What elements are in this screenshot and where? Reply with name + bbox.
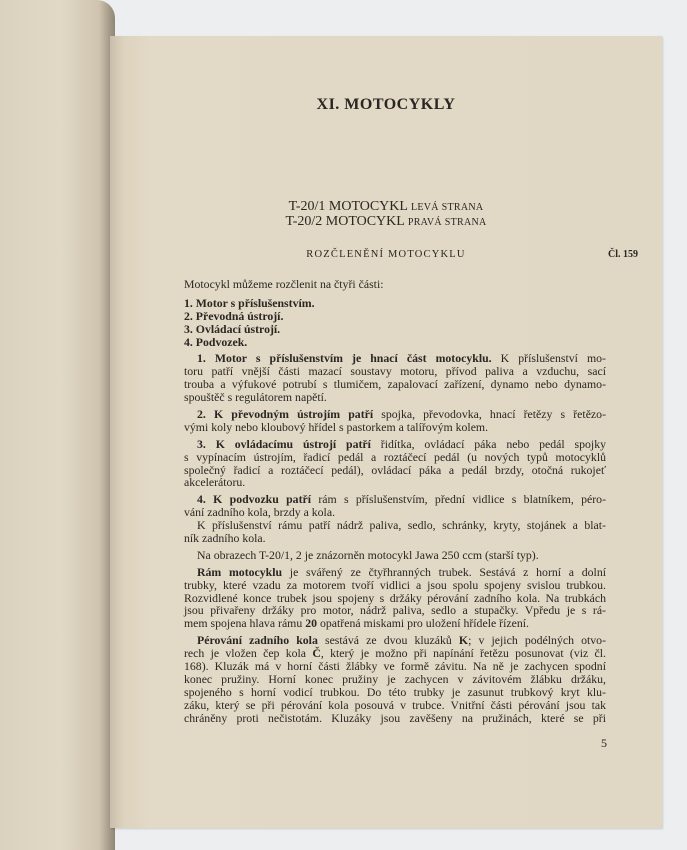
- text: chráněny proti nečistotám. Kluzáky jsou zavěšeny na pružinách, které se při: [184, 710, 606, 725]
- text: sestává ze dvou kluzáků: [317, 633, 459, 648]
- body-text: [184, 278, 606, 729]
- bold-text: 1. Motor s příslušenstvím je hnací část motocyklu.: [197, 351, 492, 366]
- figure-side: LEVÁ STRANA: [410, 202, 484, 213]
- text: 168). Kluzák má v horní části žlábky ve formě závitu. Na ně je zachycen spodní: [184, 659, 606, 674]
- paragraph: [184, 493, 606, 545]
- text-line: [184, 532, 606, 545]
- text-line: [184, 464, 606, 477]
- paragraph: [184, 278, 606, 291]
- text: konec pružiny. Horní konec pružiny je zachycen v závitovém žlábku držáku,: [184, 671, 606, 686]
- text: opatřená miskami pro uložení hřídele řízení.: [317, 616, 529, 631]
- figure-code: T-20/1 MOTOCYKL: [288, 199, 408, 214]
- paragraph: [184, 566, 606, 630]
- text: záku, který se při pérování kola posouvá v trubce. Vnitřní části pérování jsou tak: [184, 697, 606, 712]
- text: toru patří vnější části mazací soustavy motoru, přívod paliva a vzduchu, sací: [184, 364, 606, 379]
- text: K příslušenství mo-: [491, 351, 606, 366]
- text: K příslušenství rámu patří nádrž paliva, sedlo, schránky, kryty, stojánek a blat-: [197, 518, 606, 533]
- text-line: [184, 476, 606, 489]
- text: spouštěč s regulátorem napětí.: [184, 390, 327, 405]
- bold-text: Č: [312, 646, 321, 661]
- paragraph: [184, 438, 606, 490]
- text: ; v jejich podélných otvo-: [468, 633, 606, 648]
- text: rech je vložen čep kola: [184, 646, 313, 661]
- figure-caption-2: [110, 214, 662, 230]
- parts-list: [184, 297, 606, 349]
- text: trubky, které vzadu za motorem tvoří vidlici a jsou spolu spojeny svislou trubkou.: [184, 577, 606, 592]
- text: vými koly nebo kloubový hřídel s pastorkem a talířovým kolem.: [184, 419, 489, 434]
- text-line: [184, 278, 606, 291]
- bold-text: 3. K ovládacímu ústrojí patří: [197, 436, 371, 451]
- bold-text: 2. K převodným ústrojím patří: [197, 407, 374, 422]
- text: trouba a výfukové potrubí s tlumičem, zapalovací zařízení, dynamo nebo dynamo-: [184, 377, 606, 392]
- book-page: [110, 36, 662, 828]
- text: , který je možno při napínání řetězu posunovat (viz čl.: [320, 646, 606, 661]
- text-line: [184, 549, 606, 562]
- section-heading: ROZČLENĚNÍ MOTOCYKLU: [306, 249, 466, 260]
- text: akcelerátoru.: [184, 475, 246, 490]
- paragraph: [184, 549, 606, 562]
- bold-text: 4. K podvozku patří: [197, 492, 312, 507]
- text: je svářený ze čtyřhranných trubek. Sestává z horní a dolní: [282, 564, 606, 579]
- list-item: [184, 323, 606, 336]
- paragraph: [184, 352, 606, 404]
- chapter-title: XI. MOTOCYKLY: [316, 96, 456, 113]
- text: jsou přivařeny držáky pro motor, nádrž paliva, sedlo a stupačky. Vpředu je s rá-: [184, 603, 606, 618]
- bold-text: 1. Motor s příslušenstvím.: [184, 295, 315, 310]
- text: Motocykl můžeme rozčlenit na čtyři části:: [184, 277, 384, 291]
- text: řidítka, ovládací páka nebo pedál spojky: [370, 436, 607, 451]
- left-page: [0, 0, 115, 850]
- figure-caption-1: [110, 199, 662, 215]
- text: Rozvidlené konce trubek jsou spojeny s držáky pérování zadního kola. Na trubkách: [184, 590, 606, 605]
- paragraph: [184, 408, 606, 434]
- bold-text: 4. Podvozek.: [184, 334, 248, 349]
- text: spojka, převodovka, hnací řetězy s řetězo-: [373, 407, 606, 422]
- bold-text: Pérování zadního kola: [197, 633, 318, 648]
- bold-text: K: [458, 633, 469, 648]
- text-line: [184, 617, 606, 630]
- article-number: Čl. 159: [608, 249, 638, 260]
- figure-side: PRAVÁ STRANA: [407, 217, 487, 228]
- text: rám s příslušenstvím, přední vidlice s blatníkem, péro-: [311, 492, 606, 507]
- text: Na obrazech T-20/1, 2 je znázorněn motocykl Jawa 250 ccm (starší typ).: [197, 547, 539, 562]
- text: vání zadního kola, brzdy a kola.: [184, 505, 336, 520]
- figure-code: T-20/2 MOTOCYKL: [285, 214, 405, 229]
- text: spojeného s horní vodicí trubkou. Do této trubky je zasunut trubkový kryt klu-: [184, 684, 606, 699]
- text-line: [184, 712, 606, 725]
- text-line: [184, 391, 606, 404]
- text-line: [184, 421, 606, 434]
- text: společný řadicí a roztáčecí pedál), ovládací páka a pedál brzdy, otočná rukojeť: [184, 462, 606, 477]
- bold-text: 3. Ovládací ústrojí.: [184, 321, 281, 336]
- page-number: 5: [601, 736, 607, 750]
- text: s vypínacím ústrojím, řadicí pedál a roztáčecí pedál (u nových typů motocyklů: [184, 449, 606, 464]
- bold-text: Rám motocyklu: [197, 564, 283, 579]
- bold-text: 2. Převodná ústrojí.: [184, 308, 284, 323]
- text: ník zadního kola.: [184, 531, 266, 546]
- text: mem spojena hlava rámu: [184, 616, 306, 631]
- bold-text: 20: [305, 616, 318, 631]
- paragraph: [184, 634, 606, 724]
- list-item: [184, 336, 606, 349]
